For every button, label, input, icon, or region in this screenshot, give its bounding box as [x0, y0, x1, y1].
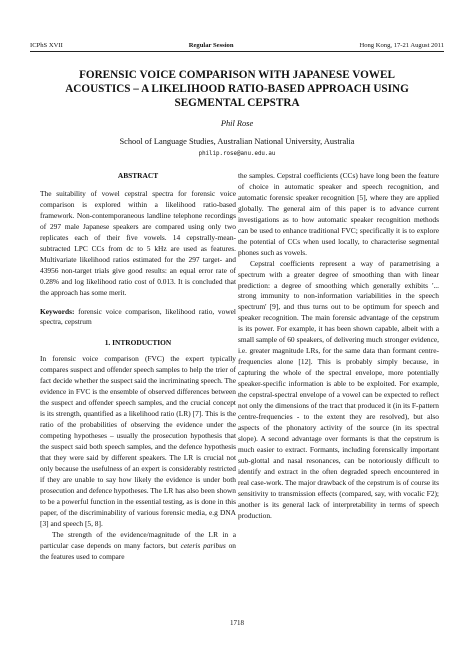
- header-session: Regular Session: [188, 41, 234, 49]
- intro-paragraph-1: In forensic voice comparison (FVC) the expert typically compares suspect and offender speech samples to help the trier of fact decide whether the suspect said the incriminating speech. The evidence in FVC is the ensemble of observed differences between the suspect and offender speech samples, and the crucial concept is its strength, quantified as a likelihood ratio (LR) [7]. This is the ratio of the probabilities of observing the evidence under the competing hypotheses – usually the prosecution hypothesis that the suspect said both speech samples, and the defence hypothesis that they were said by different speakers. The LR is crucial not only because the usefulness of an expert is considerably restricted if they are unable to say how likely the evidence is under both prosecution and defence hypotheses. The LR has also been shown to be a powerful function in the essential testing, as is done in this paper, of the discriminability of various forensic media, e.g DNA [3] and speech [5, 8].: [40, 354, 236, 528]
- title-line-2: ACOUSTICS – A LIKELIHOOD RATIO-BASED APPROACH USING: [65, 83, 409, 96]
- introduction-heading: 1. INTRODUCTION: [104, 338, 172, 348]
- intro-p2-start: The strength of the evidence/magnitude of the LR in a particular case depends on many factors, but: [40, 529, 236, 550]
- right-column: [238, 171, 439, 522]
- right-paragraph-2: Cepstral coefficients represent a way of parametrising a spectrum with a greater degree of smoothing than with linear prediction: a degree of smoothing which generally exhibits '... strong immunity to non-information variabilities in the speech spectrum' [9], and thus turns out to be optimum for speech and speaker recognition. The main forensic advantage of the cepstrum is its power. For example, it has been shown capable, albeit with a small sample of 60 speakers, of delivering much stronger evidence, i.e. greater magnitude LRs, for the same data than formant centre-frequencies alone [12]. This is probably simply because, in capturing the whole of the spectral envelope, more potentially speaker-specific information is able to be exploited. For example, the cepstral-spectral envelope of a vowel can be expected to reflect not only the dimensions of the tract that produced it (in its F-pattern centre-frequencies - to the extent they are resolved), but also aspects of the phonatory activity of the source (in its spectral slope). A second advantage over formants is that the cepstrum is much easier to extract. Formants, including forensically important sub-glottal and nasal resonances, can be notoriously difficult to identify and extract in the often degraded speech encountered in real case-work. The major drawback of the cepstrum is of course its sensitivity to transmission effects (compared, say, with vocalic F2); another is its general lack of interpretability in terms of speech production.: [238, 258, 439, 520]
- header-location-date: Hong Kong, 17-21 August 2011: [359, 41, 444, 49]
- page-number: 1718: [230, 619, 244, 627]
- keywords-text: forensic voice comparison, likelihood ratio, vowel spectra, cepstrum: [40, 306, 236, 327]
- paper-title: [40, 68, 434, 111]
- abstract-text: The suitability of vowel cepstral spectra for forensic voice comparison is explored within a likelihood ratio-based framework. Non-contemporaneous landline telephone recordings of 297 male Japanese speakers are compared using only two replicates each of their five vowels. 14 cepstrally-mean-subtracted LPC CCs from dc to 5 kHz are used as features. Multivariate likelihood ratios estimated for the 297 target- and 43956 non-target trials give good results: an equal error rate of 0.28% and log likelihood ratio cost of 0.013. It is concluded that the approach has some merit.: [40, 189, 236, 297]
- title-line-1: FORENSIC VOICE COMPARISON WITH JAPANESE VOWEL: [79, 69, 395, 81]
- running-header: [30, 40, 444, 50]
- author-email: philip.rose@anu.edu.au: [198, 151, 276, 157]
- header-rule: [30, 51, 444, 52]
- author-affiliation: School of Language Studies, Australian National University, Australia: [119, 137, 355, 146]
- left-column: [40, 171, 236, 563]
- keywords-label: Keywords:: [40, 306, 75, 316]
- title-line-3: SEGMENTAL CEPSTRA: [174, 97, 300, 110]
- author-name: Phil Rose: [220, 119, 254, 128]
- intro-p2-end: on the features used to compare: [40, 540, 236, 561]
- abstract-heading: ABSTRACT: [117, 171, 159, 180]
- right-paragraph-1: the samples. Cepstral coefficients (CCs) have long been the feature of choice in automatic speaker and speech recognition, and automatic forensic speaker recognition [5], where they are applied globally. The general aim of this paper is to advance current investigations as to how automatic speaker recognition methods can be used to enhance traditional FVC; specifically it is to explore the potential of CCs when used locally, to characterise segmental phones such as vowels.: [238, 171, 439, 257]
- intro-p2-italic: ceteris paribus: [180, 540, 226, 550]
- intro-paragraph-2: [40, 530, 236, 563]
- keywords: [40, 307, 236, 329]
- header-conference: ICPhS XVII: [30, 41, 63, 49]
